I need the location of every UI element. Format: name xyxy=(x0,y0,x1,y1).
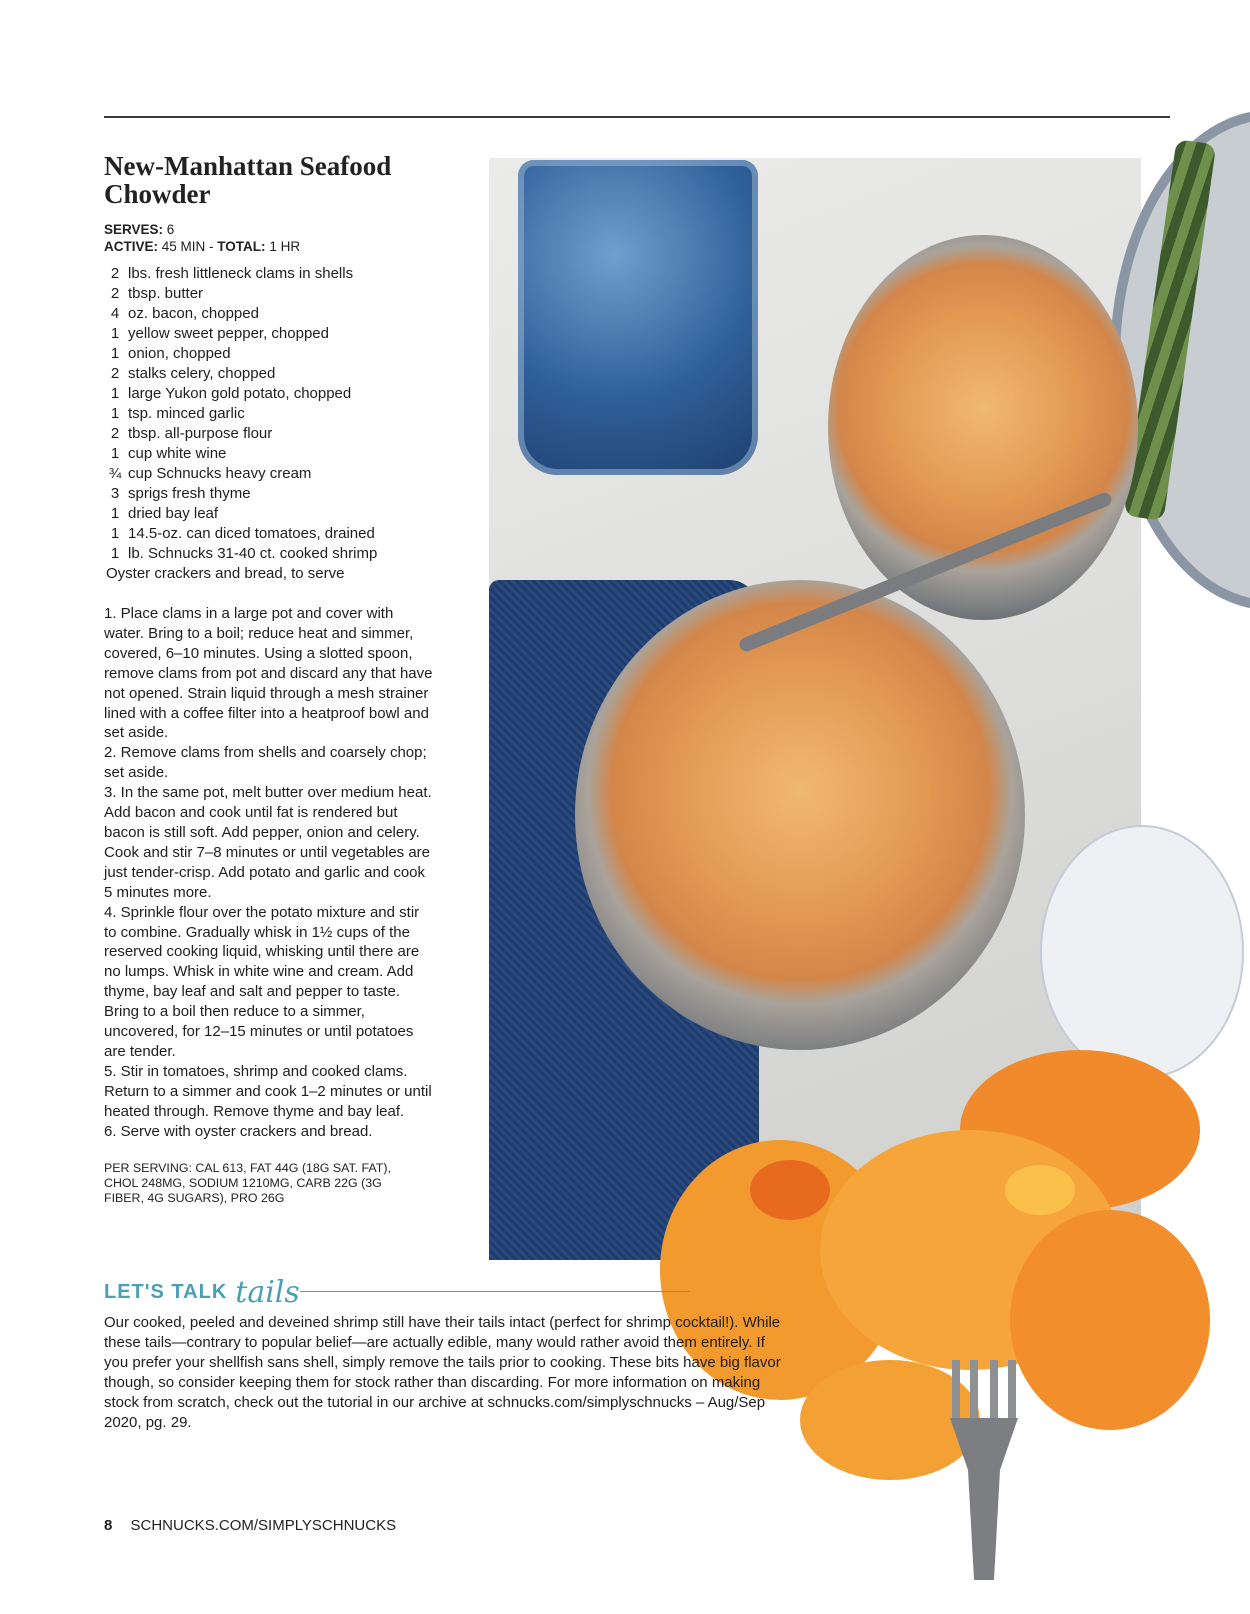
ingredient-text: tsp. minced garlic xyxy=(128,405,245,422)
ingredient-qty: 1 xyxy=(110,525,120,542)
ingredient-text: tbsp. butter xyxy=(128,285,204,302)
recipe-title: New-Manhattan Seafood Chowder xyxy=(104,151,392,209)
ingredient-item xyxy=(104,484,484,504)
direction-list xyxy=(104,604,434,1141)
time-line xyxy=(104,238,300,255)
recipe-meta xyxy=(104,221,300,255)
ingredient-item xyxy=(104,324,484,344)
ingredient-text: onion, chopped xyxy=(128,345,231,362)
direction-step: 3. In the same pot, melt butter over medium heat. Add bacon and cook until fat is rendered but bacon is still soft. Add pepper, onion and celery. Cook and stir 7–8 minutes or until vegetables are just tender-crisp. Add potato and garlic and cook 5 minutes more. xyxy=(104,784,432,901)
serves-line xyxy=(104,221,300,238)
ingredient-qty: 4 xyxy=(110,305,120,322)
ingredient-item xyxy=(104,504,484,524)
ingredient-text: stalks celery, chopped xyxy=(128,365,276,382)
ingredient-qty: ¾ xyxy=(108,465,122,482)
footer-url: SCHNUCKS.COM/SIMPLYSCHNUCKS xyxy=(130,1517,397,1534)
serves-value: 6 xyxy=(166,222,175,237)
ingredient-text: cup Schnucks heavy cream xyxy=(128,465,312,482)
ingredient-item xyxy=(104,364,484,384)
page-footer xyxy=(104,1517,396,1534)
ingredient-list xyxy=(104,264,484,584)
ingredient-text: sprigs fresh thyme xyxy=(128,485,251,502)
ingredient-text: oz. bacon, chopped xyxy=(128,305,259,322)
ingredient-item xyxy=(104,424,484,444)
ingredient-qty: 2 xyxy=(110,285,120,302)
total-value: 1 HR xyxy=(269,239,301,254)
ingredient-text: tbsp. all-purpose flour xyxy=(128,425,273,442)
ingredient-qty: 1 xyxy=(110,545,120,562)
ingredient-text: lbs. fresh littleneck clams in shells xyxy=(128,265,354,282)
water-glass-image xyxy=(518,160,758,475)
ingredient-text: 14.5-oz. can diced tomatoes, drained xyxy=(128,525,375,542)
ingredient-text: large Yukon gold potato, chopped xyxy=(128,385,352,402)
ingredient-qty: 1 xyxy=(110,385,120,402)
ingredient-qty: 2 xyxy=(110,365,120,382)
ingredient-item xyxy=(104,464,484,484)
ingredient-text: lb. Schnucks 31-40 ct. cooked shrimp xyxy=(128,545,378,562)
page-number: 8 xyxy=(104,1517,113,1534)
direction-step: 4. Sprinkle flour over the potato mixture and stir to combine. Gradually whisk in 1½ cups of the reserved cooking liquid, whisking until there are no lumps. Whisk in white wine and cream. Add thyme, bay leaf and salt and pepper to taste. Bring to a boil then reduce to a simmer, uncovered, for 12–15 minutes or until potatoes are tender. xyxy=(104,903,420,1060)
ingredient-item xyxy=(104,444,484,464)
sidebar-heading-rule xyxy=(300,1291,690,1292)
ingredient-text: yellow sweet pepper, chopped xyxy=(128,325,329,342)
sidebar-body: Our cooked, peeled and deveined shrimp still have their tails intact (perfect for shrimp cocktail!). While these tails—contrary to popular belief—are actually edible, many would rather avoid them entirely. If you prefer your shellfish sans shell, simply remove the tails prior to cooking. These bits have big flavor though, so consider keeping them for stock rather than discarding. For more information on making stock from scratch, check out the tutorial in our archive at schnucks.com/simplyschnucks – Aug/Sep 2020, pg. 29. xyxy=(104,1314,781,1431)
direction-step: 5. Stir in tomatoes, shrimp and cooked clams. Return to a simmer and cook 1–2 minutes or until heated through. Remove thyme and bay leaf. xyxy=(104,1062,432,1120)
ingredient-text: dried bay leaf xyxy=(128,505,219,522)
top-rule xyxy=(104,116,1170,118)
ingredient-item xyxy=(104,284,484,304)
ingredient-item xyxy=(104,524,484,544)
chowder-bowl-image xyxy=(575,580,1025,1050)
ingredient-item xyxy=(104,544,484,564)
active-label: ACTIVE: xyxy=(104,239,158,254)
ingredient-text: cup white wine xyxy=(128,445,227,462)
direction-step: 1. Place clams in a large pot and cover with water. Bring to a boil; reduce heat and simmer, covered, 6–10 minutes. Using a slotted spoon, remove clams from pot and discard any that have not opened. Strain liquid through a mesh strainer lined with a coffee filter into a heatproof bowl and set aside. xyxy=(104,605,433,742)
ingredient-qty: 2 xyxy=(110,425,120,442)
time-separator: - xyxy=(209,239,218,254)
sidebar-heading-label: LET'S TALK xyxy=(104,1281,228,1303)
fork-image xyxy=(948,1360,1020,1580)
sidebar-heading xyxy=(104,1275,300,1310)
ingredient-text: Oyster crackers and bread, to serve xyxy=(106,565,345,582)
direction-step: 6. Serve with oyster crackers and bread. xyxy=(104,1122,373,1140)
ingredient-qty: 1 xyxy=(110,505,120,522)
total-label: TOTAL: xyxy=(217,239,266,254)
nutrition-info: PER SERVING: CAL 613, FAT 44G (18G SAT. FAT), CHOL 248MG, SODIUM 1210MG, CARB 22G (3G FIBER, 4G SUGARS), PRO 26G xyxy=(104,1161,391,1205)
ingredient-qty: 3 xyxy=(110,485,120,502)
ingredient-item xyxy=(104,304,484,324)
sidebar-heading-script: tails xyxy=(235,1275,300,1310)
ingredient-item xyxy=(104,264,484,284)
ingredient-item xyxy=(104,404,484,424)
ingredient-qty: 1 xyxy=(110,445,120,462)
ingredient-qty: 1 xyxy=(110,345,120,362)
serves-label: SERVES: xyxy=(104,222,164,237)
shrimp-mac-and-cheese-image xyxy=(640,1040,1210,1520)
ingredient-item xyxy=(104,384,484,404)
active-value: 45 MIN xyxy=(161,239,206,254)
direction-step: 2. Remove clams from shells and coarsely chop; set aside. xyxy=(104,744,427,782)
ingredient-qty: 1 xyxy=(110,325,120,342)
ingredient-qty: 2 xyxy=(110,265,120,282)
chowder-bowl-image xyxy=(828,235,1138,620)
ingredient-item xyxy=(104,344,484,364)
ingredient-qty: 1 xyxy=(110,405,120,422)
ingredient-item xyxy=(104,564,484,584)
